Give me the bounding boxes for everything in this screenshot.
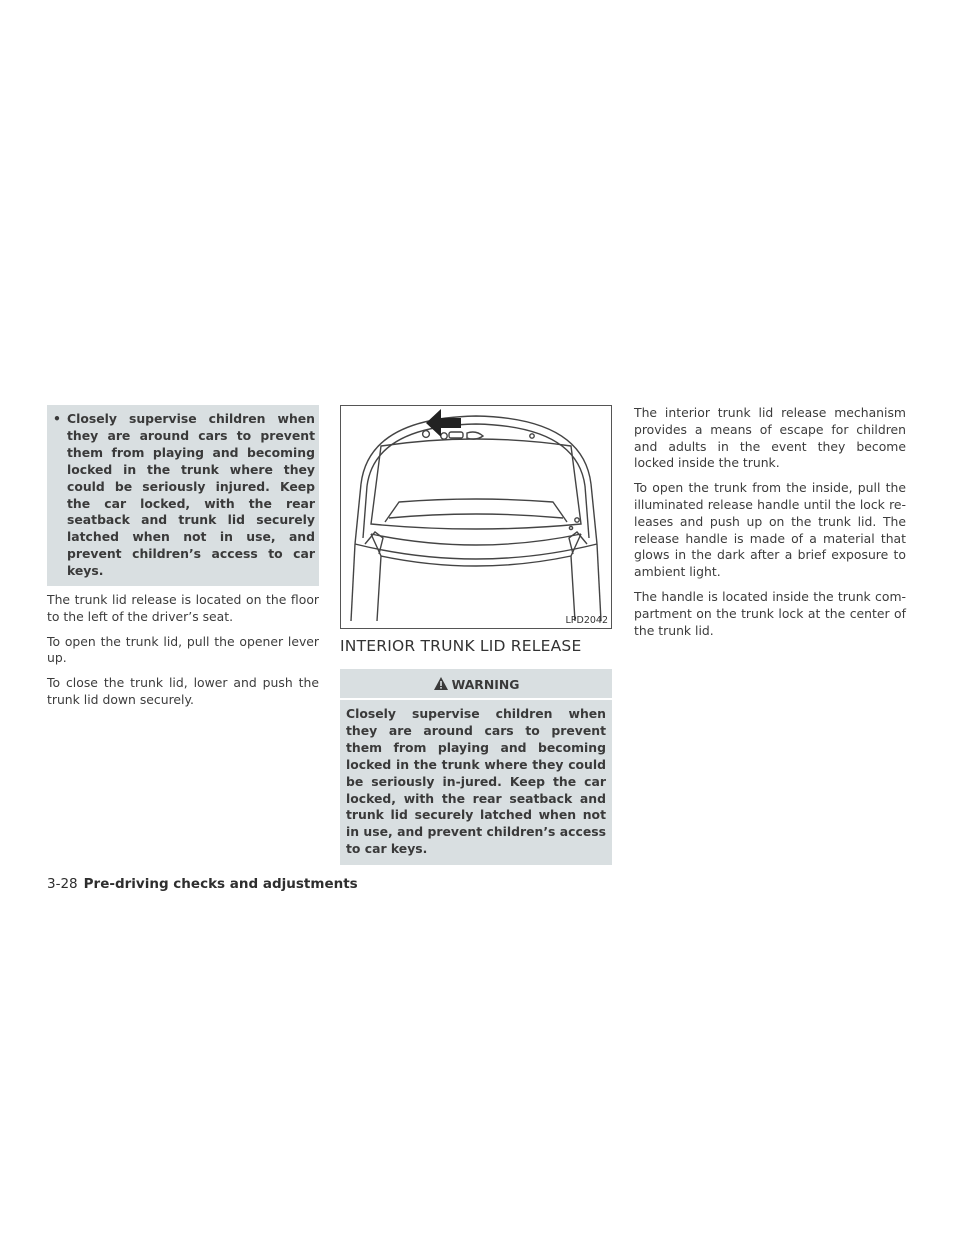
middle-column [340, 405, 612, 865]
warning-body: Closely supervise children when they are around cars to prevent them from playing and becoming locked in the trunk where they could be seriously in-jured. Keep the car locked, with the rear seatback and trunk lid securely latched when not in use, and prevent children’s access to car keys. [340, 700, 612, 865]
bullet-symbol: • [53, 411, 61, 426]
trunk-lid-illustration [340, 405, 612, 629]
right-column [634, 405, 906, 647]
child-safety-warning-box [47, 405, 319, 586]
warning-title: WARNING [451, 677, 520, 692]
warning-header [340, 669, 612, 700]
footer-section-name: Pre-driving checks and adjustments [83, 876, 358, 892]
page-number: 3-28 [47, 876, 78, 892]
open-trunk-drawing [341, 406, 611, 628]
left-column [47, 405, 319, 717]
child-safety-warning-text: Closely supervise children when they are around cars to prevent them from playing and becoming locked in the trunk where they could be seriously injured. Keep the car locked, with the rear seatback and trunk lid securely latched when not in use, and prevent children’s access to car keys. [67, 411, 315, 579]
paragraph-release-location: The trunk lid release is located on the floor to the left of the driver’s seat. [47, 592, 319, 624]
figure-id-label: LPD2042 [565, 615, 608, 626]
page-footer [47, 876, 358, 892]
paragraph-escape-mechanism: The interior trunk lid release mechanism provides a means of escape for children and adults in the event they become locked inside the trunk. [634, 405, 906, 471]
paragraph-handle-location: The handle is located inside the trunk com-partment on the trunk lock at the center of the trunk lid. [634, 588, 906, 638]
paragraph-open-from-inside: To open the trunk from the inside, pull the illuminated release handle until the lock re-leases and push up on the trunk lid. The release handle is made of a material that glows in the dark after a brief exposure to ambient light. [634, 480, 906, 580]
paragraph-open-trunk: To open the trunk lid, pull the opener lever up. [47, 633, 319, 666]
paragraph-close-trunk: To close the trunk lid, lower and push the trunk lid down securely. [47, 675, 319, 708]
warning-triangle-icon [433, 676, 449, 691]
section-title: INTERIOR TRUNK LID RELEASE [340, 637, 582, 655]
